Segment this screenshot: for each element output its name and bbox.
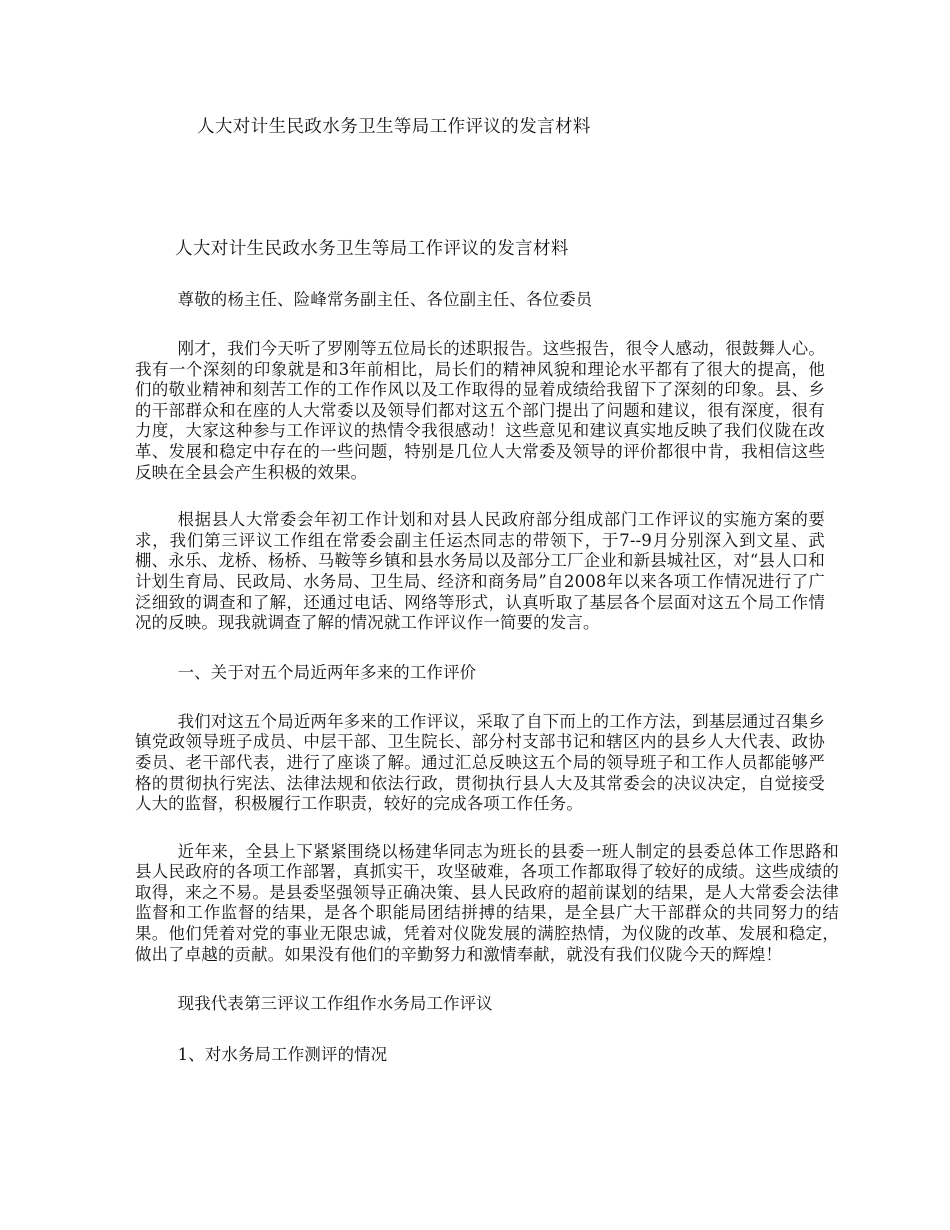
section-heading-water-affairs-assessment: 1、对水务局工作测评的情况	[177, 1045, 388, 1065]
paragraph-background: 根据县人大常委会年初工作计划和对县人民政府部分组成部门工作评议的实施方案的要求，我们第三评议工作组在常委会副主任运杰同志的带领下，于7--9月分别深入到文星、武棚、永乐、龙桥、杨桥、马鞍等乡镇和县水务局以及部分工厂企业和新县城社区，对“县人口和计划生育局、民政局、水务局、卫生局、经济和商务局”自2008年以来各项工作情况进行了广泛细致的调查和了解，还通过电话、网络等形式，认真听取了基层各个层面对这五个局工作情况的反映。现我就调查了解的情况就工作评议作一简要的发言。	[135, 510, 825, 633]
paragraph-evaluation: 我们对这五个局近两年多来的工作评议，采取了自下而上的工作方法，到基层通过召集乡镇党政领导班子成员、中层干部、卫生院长、部分村支部书记和辖区内的县乡人大代表、政协委员、老干部代表，进行了座谈了解。通过汇总反映这五个局的领导班子和工作人员都能够严格的贯彻执行宪法、法律法规和依法行政，贯彻执行县人大及其常委会的决议决定，自觉接受人大的监督，积极履行工作职责，较好的完成各项工作任务。	[135, 711, 825, 814]
paragraph-opening: 刚才，我们今天听了罗刚等五位局长的述职报告。这些报告，很令人感动，很鼓舞人心。我有一个深刻的印象就是和3年前相比，局长们的精神风貌和理论水平都有了很大的提高，他们的敬业精神和刻苦工作的工作作风以及工作取得的显着成绩给我留下了深刻的印象。县、乡的干部群众和在座的人大常委以及领导们都对这五个部门提出了问题和建议，很有深度，很有力度，大家这种参与工作评议的热情令我很感动！这些意见和建议真实地反映了我们仪陇在改革、发展和稳定中存在的一些问题，特别是几位人大常委及领导的评价都很中肯，我相信这些反映在全县会产生积极的效果。	[135, 339, 825, 482]
paragraph-water-affairs-intro: 现我代表第三评议工作组作水务局工作评议	[177, 994, 493, 1014]
document-body	[135, 237, 839, 1094]
document-subtitle: 人大对计生民政水务卫生等局工作评议的发言材料	[175, 239, 569, 259]
section-heading-evaluation: 一、关于对五个局近两年多来的工作评价	[177, 662, 477, 682]
salutation: 尊敬的杨主任、险峰常务副主任、各位副主任、各位委员	[177, 290, 593, 309]
document-title: 人大对计生民政水务卫生等局工作评议的发言材料	[197, 117, 591, 137]
paragraph-achievements: 近年来，全县上下紧紧围绕以杨建华同志为班长的县委一班人制定的县委总体工作思路和县人民政府的各项工作部署，真抓实干，攻坚破难，各项工作都取得了较好的成绩。这些成绩的取得，来之不易。是县委坚强领导正确决策、县人民政府的超前谋划的结果，是人大常委会法律监督和工作监督的结果，是各个职能局团结拼搏的结果，是全县广大干部群众的共同努力的结果。他们凭着对党的事业无限忠诚，凭着对仪陇发展的满腔热情，为仪陇的改革、发展和稳定，做出了卓越的贡献。如果没有他们的辛勤努力和激情奉献，就没有我们仪陇今天的辉煌！	[135, 841, 839, 964]
